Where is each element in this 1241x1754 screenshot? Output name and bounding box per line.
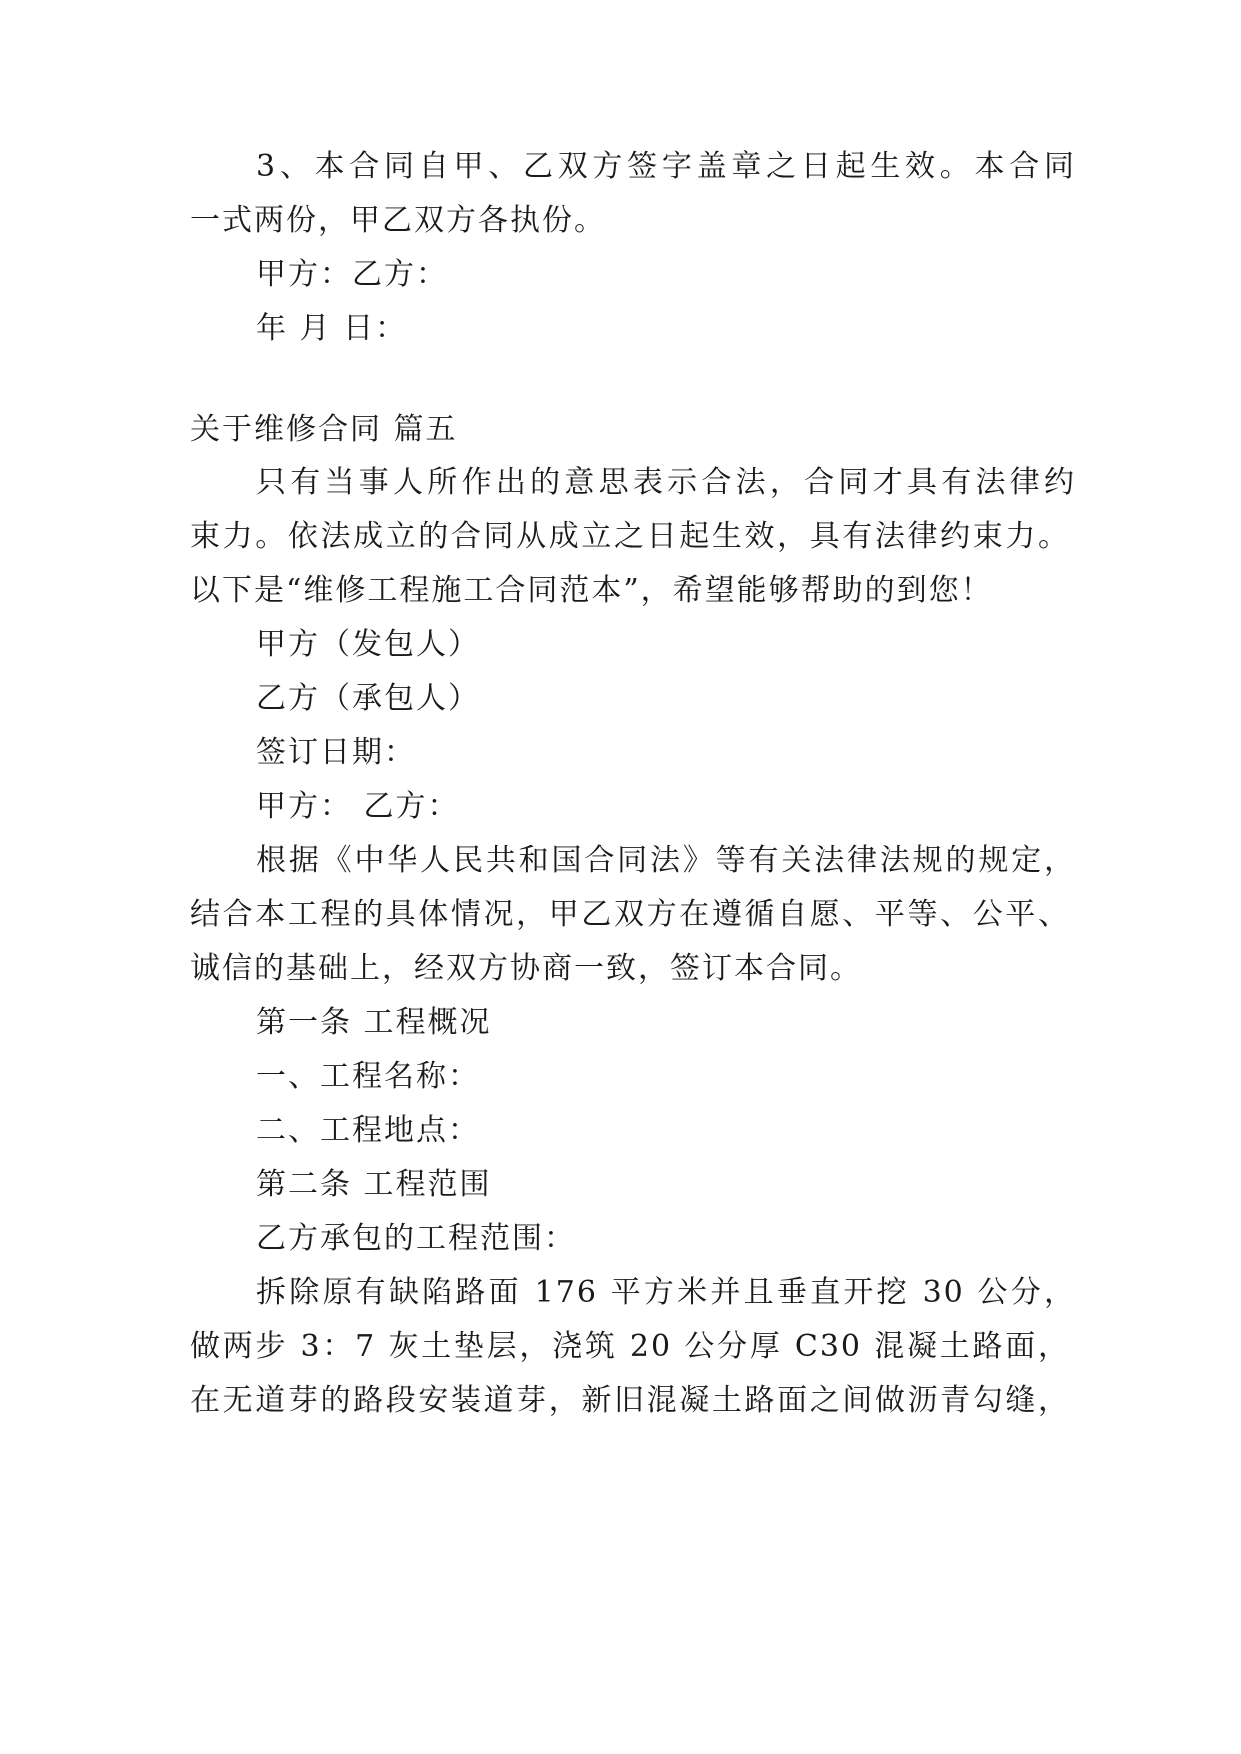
paragraph-line: 以下是“维修工程施工合同范本”，希望能够帮助的到您！ <box>190 573 993 608</box>
party-b-line: 乙方（承包人） <box>256 681 480 716</box>
paragraph-line: 拆除原有缺陷路面 176 平方米并且垂直开挖 30 公分， <box>256 1275 1076 1310</box>
article-heading: 第二条 工程范围 <box>256 1167 492 1202</box>
section-heading: 关于维修合同 篇五 <box>190 412 458 447</box>
paragraph-line: 只有当事人所作出的意思表示合法，合同才具有法律约 <box>256 465 1076 500</box>
list-item: 一、工程名称： <box>256 1059 480 1094</box>
paragraph-line: 在无道芽的路段安装道芽，新旧混凝土路面之间做沥青勾缝， <box>190 1383 1070 1418</box>
paragraph-line: 一式两份，甲乙双方各执份。 <box>190 203 606 238</box>
paragraph-line: 做两步 3：7 灰土垫层，浇筑 20 公分厚 C30 混凝土路面， <box>190 1329 1070 1364</box>
signature-parties-line: 甲方：乙方： <box>256 257 448 292</box>
paragraph-line: 诚信的基础上，经双方协商一致，签订本合同。 <box>190 951 862 986</box>
signature-parties-line: 甲方： 乙方： <box>256 789 460 824</box>
date-line: 年 月 日： <box>256 311 408 346</box>
signing-date-line: 签订日期： <box>256 735 416 770</box>
paragraph-line: 束力。依法成立的合同从成立之日起生效，具有法律约束力。 <box>190 519 1070 554</box>
party-a-line: 甲方（发包人） <box>256 627 480 662</box>
paragraph-line: 乙方承包的工程范围： <box>256 1221 576 1256</box>
list-item: 二、工程地点： <box>256 1113 480 1148</box>
paragraph-line: 根据《中华人民共和国合同法》等有关法律法规的规定， <box>256 843 1076 878</box>
paragraph-line: 结合本工程的具体情况，甲乙双方在遵循自愿、平等、公平、 <box>190 897 1070 932</box>
article-heading: 第一条 工程概况 <box>256 1005 492 1040</box>
paragraph-line: 3、本合同自甲、乙双方签字盖章之日起生效。本合同 <box>256 149 1076 184</box>
